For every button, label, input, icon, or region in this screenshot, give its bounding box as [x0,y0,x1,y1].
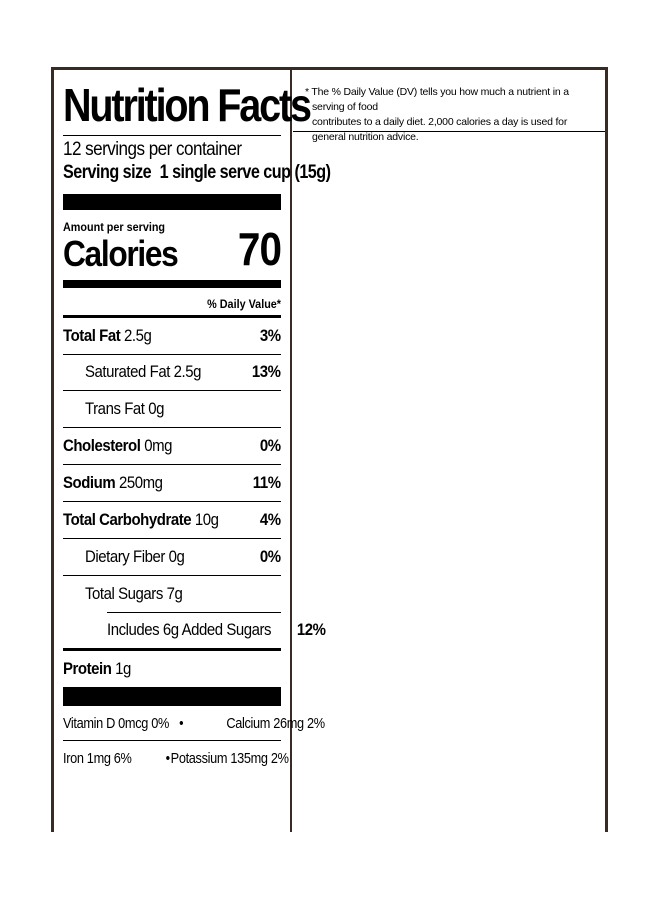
nutrient-amount: 0g [148,399,164,418]
serving-size [63,162,331,184]
daily-value-footnote [293,70,605,143]
nutrient-dv: 4% [260,510,281,529]
medium-divider [63,280,281,288]
label-title: Nutrition Facts [63,79,310,131]
vitamin-d: Vitamin D 0mcg 0% [63,714,169,732]
footnote-line-2: contributes to a daily diet. 2,000 calories a day is used for general nutrition advice. [312,116,568,143]
footnote-line-1: * The % Daily Value (DV) tells you how much a nutrient in a serving of food [305,86,569,113]
nutrient-dv: 0% [260,436,281,455]
vitamins-divider [63,687,281,706]
vitamin-row-2 [63,741,289,775]
nutrient-row-trans-fat [63,390,281,427]
nutrient-name: Sodium [63,473,116,492]
nutrient-dv: 12% [297,620,327,639]
nutrient-dv: 3% [260,326,281,345]
nutrient-row-cholesterol [63,427,281,464]
nutrient-name: Protein [63,659,112,678]
nutrition-label [54,70,331,832]
servings-per-container: 12 servings per container [63,139,242,160]
nutrient-row-saturated-fat [63,354,281,390]
nutrient-name: Total Carbohydrate [63,510,192,529]
nutrient-amount: 0g [168,547,185,566]
serving-size-label: Serving size [63,162,152,183]
nutrient-row-added-sugars [63,612,327,648]
nutrient-row-total-carbohydrate [63,501,281,538]
nutrient-name: Total Sugars [85,584,163,603]
amount-per-serving: Amount per serving [63,220,166,234]
nutrient-amount: 2.5g [173,362,202,381]
separator-dot: • [165,749,170,767]
nutrient-name: Dietary Fiber [85,547,165,566]
nutrient-row-protein [63,648,281,687]
nutrient-name: Saturated Fat [85,362,170,381]
nutrient-name: Cholesterol [63,436,141,455]
nutrient-dv: 0% [260,547,281,566]
nutrient-row-dietary-fiber [63,538,281,575]
separator-dot: • [179,714,184,732]
nutrient-amount: 1g [115,659,131,678]
nutrient-amount: 250mg [118,473,163,492]
title-divider [63,135,281,136]
nutrient-amount: 2.5g [123,326,152,345]
nutrient-amount: 10g [194,510,219,529]
nutrient-name: Includes 6g Added Sugars [107,620,272,639]
iron: Iron 1mg 6% [63,749,132,767]
calcium: Calcium 26mg 2% [225,714,325,732]
calories-label: Calories [63,233,178,274]
potassium: Potassium 135mg 2% [170,749,289,767]
serving-size-value: 1 single serve cup (15g) [159,162,331,183]
daily-value-header: % Daily Value* [207,297,281,311]
nutrient-name: Total Fat [63,326,121,345]
thick-divider [63,194,281,210]
nutrient-dv: 13% [252,362,281,381]
nutrient-row-total-sugars [63,575,281,612]
nutrient-row-sodium [63,464,281,501]
nutrient-row-total-fat [63,315,281,354]
nutrient-amount: 7g [166,584,183,603]
nutrient-amount: 0mg [144,436,172,455]
nutrient-dv: 11% [253,473,281,492]
calories-value: 70 [237,223,281,275]
nutrient-name: Trans Fat [85,399,145,418]
vitamin-row-1 [63,706,325,740]
